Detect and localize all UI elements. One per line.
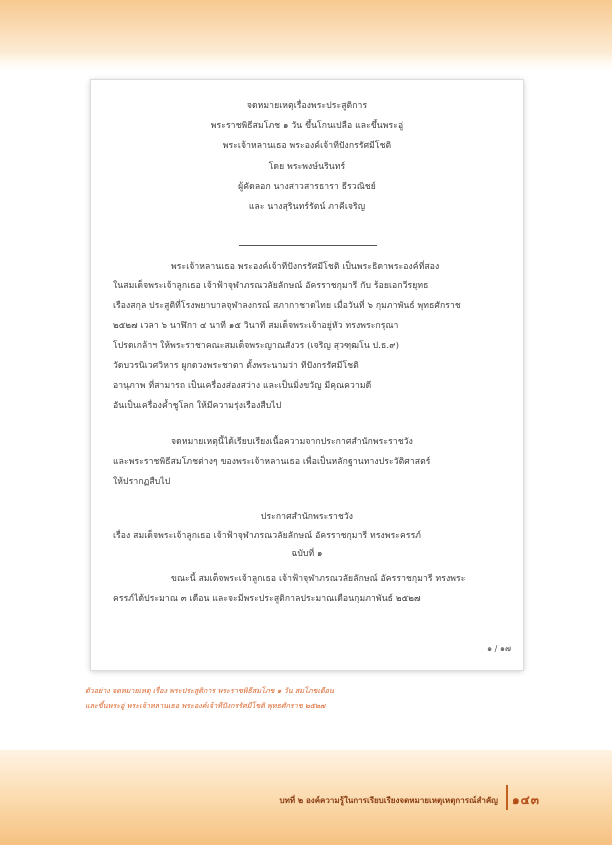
paragraph-line: วัดบวรนิเวศวิหาร ผูกดวงพระชาตา ตั้งพระนามว่า ทีปังกรรัศมีโชติ xyxy=(113,361,359,371)
footer-divider xyxy=(506,785,508,810)
figure-caption-line: และขึ้นพระอู่ พระเจ้าหลานเธอ พระองค์เจ้าทีปังกรรัศมีโชติ พุทธศักราช ๒๕๒๗ xyxy=(85,701,326,710)
paragraph-line: อันเป็นเครื่องค้ำชูโลก ให้มีความรุ่งเรืองสืบไป xyxy=(113,401,282,411)
figure-caption-line: ตัวอย่าง จดหมายเหตุ เรื่อง พระประสูติการ พระราชพิธีสมโภช ๑ วัน สมโภชเดือน xyxy=(85,686,334,695)
announcement-title: ประกาศสำนักพระราชวัง xyxy=(260,512,354,522)
paragraph-line: ในสมเด็จพระเจ้าลูกเธอ เจ้าฟ้าจุฬาภรณวลัยลักษณ์ อัครราชกุมารี กับ ร้อยเอกวีรยุทธ xyxy=(113,281,429,291)
paragraph-line: พระเจ้าหลานเธอ พระองค์เจ้าทีปังกรรัศมีโชติ เป็นพระธิดาพระองค์ที่สอง xyxy=(171,262,440,272)
doc-author-line: โดย พระพงษ์นรินทร์ xyxy=(268,162,346,172)
doc-title-line: จดหมายเหตุเรื่องพระประสูติการ xyxy=(246,101,368,111)
announcement-number: ฉบับที่ ๑ xyxy=(291,549,323,559)
paragraph-line: จดหมายเหตุนี้ได้เรียบเรียงเนื้อความจากประกาศสำนักพระราชวัง xyxy=(171,437,413,447)
document-page-number: ๑ / ๑๗ xyxy=(487,644,511,653)
paragraph-line: ให้ปรากฏสืบไป xyxy=(113,477,171,487)
paragraph-line: โปรดเกล้าฯ ให้พระราชาคณะสมเด็จพระญาณสังวร (เจริญ สุวฑฺฒโน ป.ธ.๙) xyxy=(113,341,400,351)
top-decorative-band xyxy=(0,0,612,72)
announcement-body-line: ขณะนี้ สมเด็จพระเจ้าลูกเธอ เจ้าฟ้าจุฬาภรณวลัยลักษณ์ อัครราชกุมารี ทรงพระ xyxy=(171,574,466,584)
announcement-body-line: ครรภ์ได้ประมาณ ๓ เดือน และจะมีพระประสูติกาลประมาณเดือนกุมภาพันธ์ ๒๕๒๗ xyxy=(113,594,421,604)
doc-title-line: พระราชพิธีสมโภช ๑ วัน ขึ้นโกนเปลือ และขึ้นพระอู่ xyxy=(210,121,404,131)
paragraph-line: และพระราชพิธีสมโภชต่างๆ ของพระเจ้าหลานเธอ เพื่อเป็นหลักฐานทางประวัติศาสตร์ xyxy=(113,457,431,467)
paragraph-line: อานุภาพ ที่สามารถ เป็นเครื่องส่องสว่าง และเป็นมิ่งขวัญ มีคุณความดี xyxy=(113,381,372,391)
doc-copier-line: ผู้คัดลอก นางสาวสารธารา ธีรวณิชย์ xyxy=(238,182,376,192)
scanned-document xyxy=(91,80,523,670)
doc-copier-line: และ นางสุรินทร์รัตน์ ภาคีเจริญ xyxy=(248,202,366,212)
announcement-subject: เรื่อง สมเด็จพระเจ้าลูกเธอ เจ้าฟ้าจุฬาภรณวลัยลักษณ์ อัครราชกุมารี ทรงพระครรภ์ xyxy=(113,531,422,541)
paragraph-line: เรืองสกุล ประสูติที่โรงพยาบาลจุฬาลงกรณ์ สภากาชาดไทย เมื่อวันที่ ๖ กุมภาพันธ์ พุทธศักราช xyxy=(113,301,461,311)
doc-title-line: พระเจ้าหลานเธอ พระองค์เจ้าทีปังกรรัศมีโชติ xyxy=(222,141,392,151)
page-number: ๑๔๓ xyxy=(512,793,540,807)
section-divider xyxy=(239,245,377,246)
paragraph-line: ๒๕๒๗ เวลา ๖ นาฬิกา ๔ นาที ๑๕ วินาที สมเด็จพระเจ้าอยู่หัว ทรงพระกรุณา xyxy=(113,321,399,331)
chapter-footer-text: บทที่ ๒ องค์ความรู้ในการเรียบเรียงจดหมายเหตุเหตุการณ์สำคัญ xyxy=(279,796,498,805)
